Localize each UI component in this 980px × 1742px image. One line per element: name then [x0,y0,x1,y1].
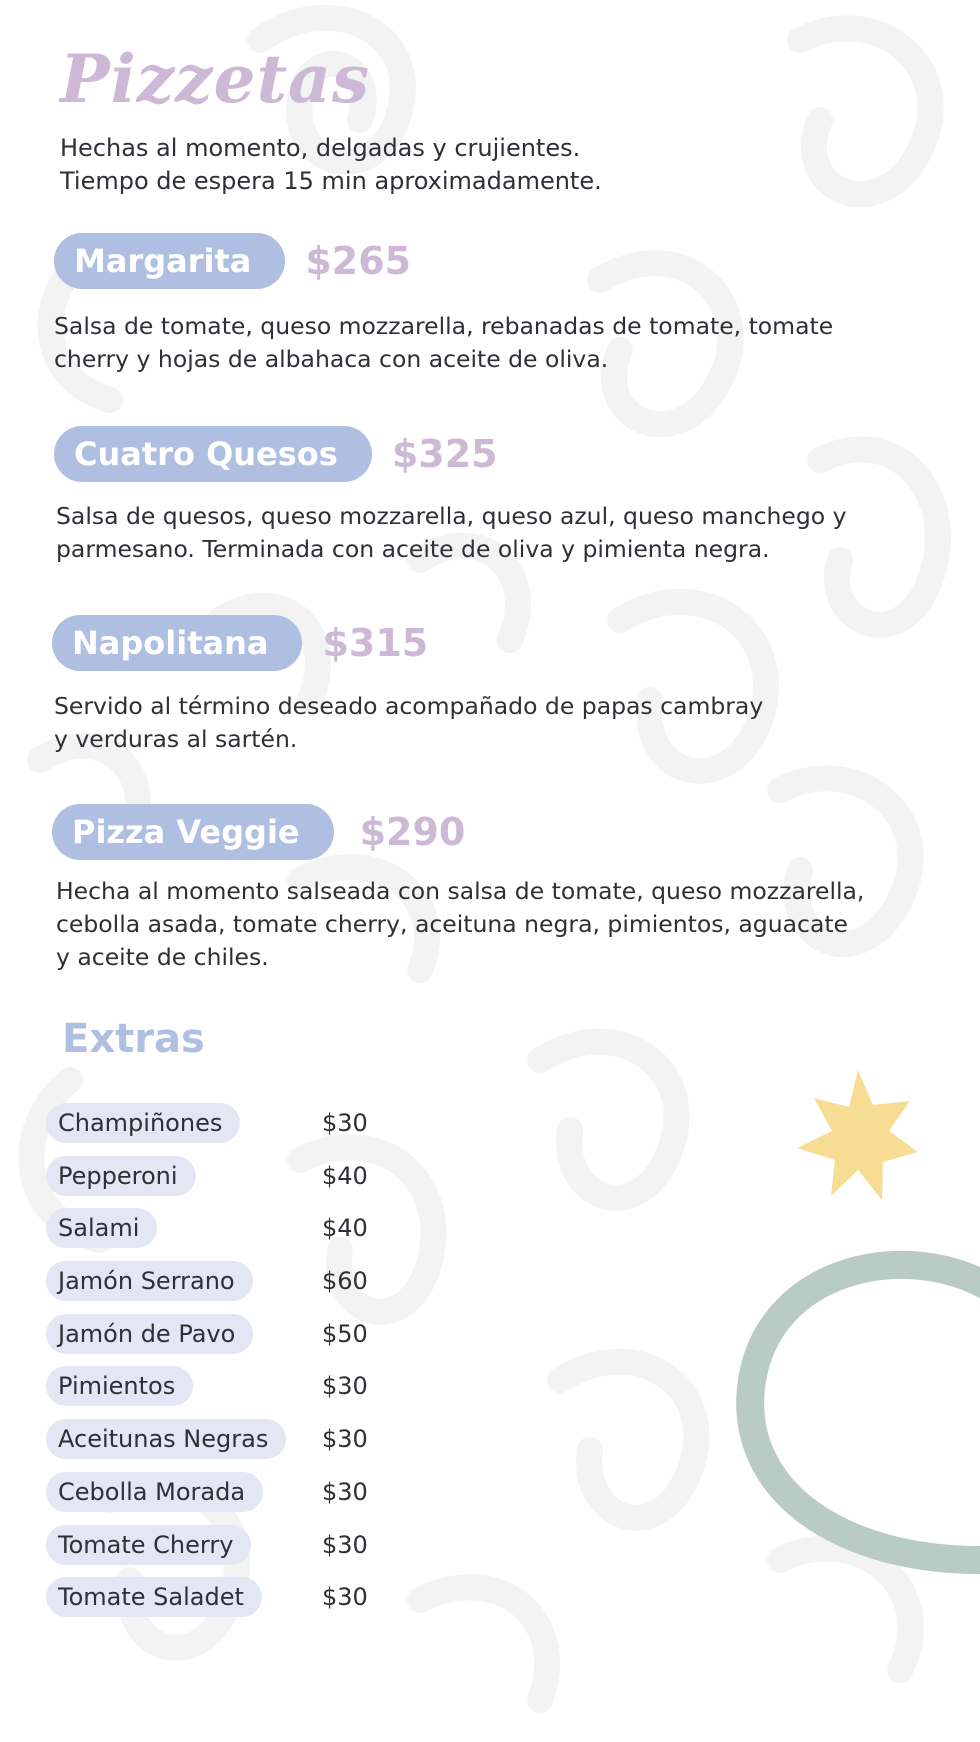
extra-name: Champiñones [46,1103,240,1143]
item-description [54,310,833,376]
extra-row [46,1261,446,1314]
item-name-pill: Napolitana [52,615,302,671]
extras-title: Extras [62,1016,205,1062]
extra-price: $30 [322,1530,368,1559]
item-description [54,690,763,756]
desc-line: Salsa de quesos, queso mozzarella, queso azul, queso manchego y [56,502,847,530]
item-price: $290 [359,810,466,854]
extra-price: $30 [322,1425,368,1454]
item-name-pill: Pizza Veggie [52,804,334,860]
extra-row [46,1103,446,1156]
extra-row [46,1472,446,1525]
item-name-pill: Margarita [54,233,285,289]
extra-row [46,1156,446,1209]
extra-row [46,1419,446,1472]
extra-row [46,1314,446,1367]
extra-name: Aceitunas Negras [46,1419,286,1459]
desc-line: Hecha al momento salseada con salsa de tomate, queso mozzarella, [56,877,865,905]
extra-name: Jamón Serrano [46,1261,253,1301]
menu-item-napolitana [52,615,428,671]
desc-line: y aceite de chiles. [56,943,269,971]
item-price: $325 [391,432,498,476]
desc-line: cebolla asada, tomate cherry, aceituna negra, pimientos, aguacate [56,910,849,938]
extra-name: Cebolla Morada [46,1472,263,1512]
extra-price: $30 [322,1109,368,1137]
desc-line: Salsa de tomate, queso mozzarella, rebanadas de tomate, tomate [54,312,834,340]
desc-line: Servido al término deseado acompañado de papas cambray [54,692,764,720]
extra-name: Pepperoni [46,1156,196,1196]
extra-row [46,1208,446,1261]
extra-name: Pimientos [46,1366,193,1406]
extra-name: Jamón de Pavo [46,1314,253,1354]
intro-text [60,132,602,198]
menu-item-cuatro-quesos [54,426,498,482]
desc-line: cherry y hojas de albahaca con aceite de oliva. [54,345,609,373]
extra-name: Tomate Cherry [46,1525,251,1565]
item-price: $315 [322,621,429,665]
extra-row [46,1577,446,1630]
menu-item-pizza-veggie [52,804,465,860]
extra-price: $60 [322,1267,368,1296]
extras-list [46,1103,446,1630]
desc-line: parmesano. Terminada con aceite de oliva y pimienta negra. [56,535,770,563]
extra-row [46,1366,446,1419]
extra-row [46,1525,446,1578]
intro-line-2: Tiempo de espera 15 min aproximadamente. [60,167,602,195]
extra-price: $40 [322,1214,368,1243]
extra-price: $30 [322,1583,368,1612]
extra-name: Salami [46,1208,157,1248]
item-name-pill: Cuatro Quesos [54,426,372,482]
item-description [56,875,864,974]
extra-name: Tomate Saladet [46,1577,262,1617]
extra-price: $30 [322,1477,368,1506]
extra-price: $50 [322,1319,368,1348]
intro-line-1: Hechas al momento, delgadas y crujientes. [60,134,581,162]
menu-item-margarita [54,233,411,289]
extra-price: $40 [322,1161,368,1190]
desc-line: y verduras al sartén. [54,725,298,753]
extra-price: $30 [322,1372,368,1401]
item-price: $265 [305,239,412,283]
item-description [56,500,847,566]
page-title: Pizzetas [60,40,371,118]
